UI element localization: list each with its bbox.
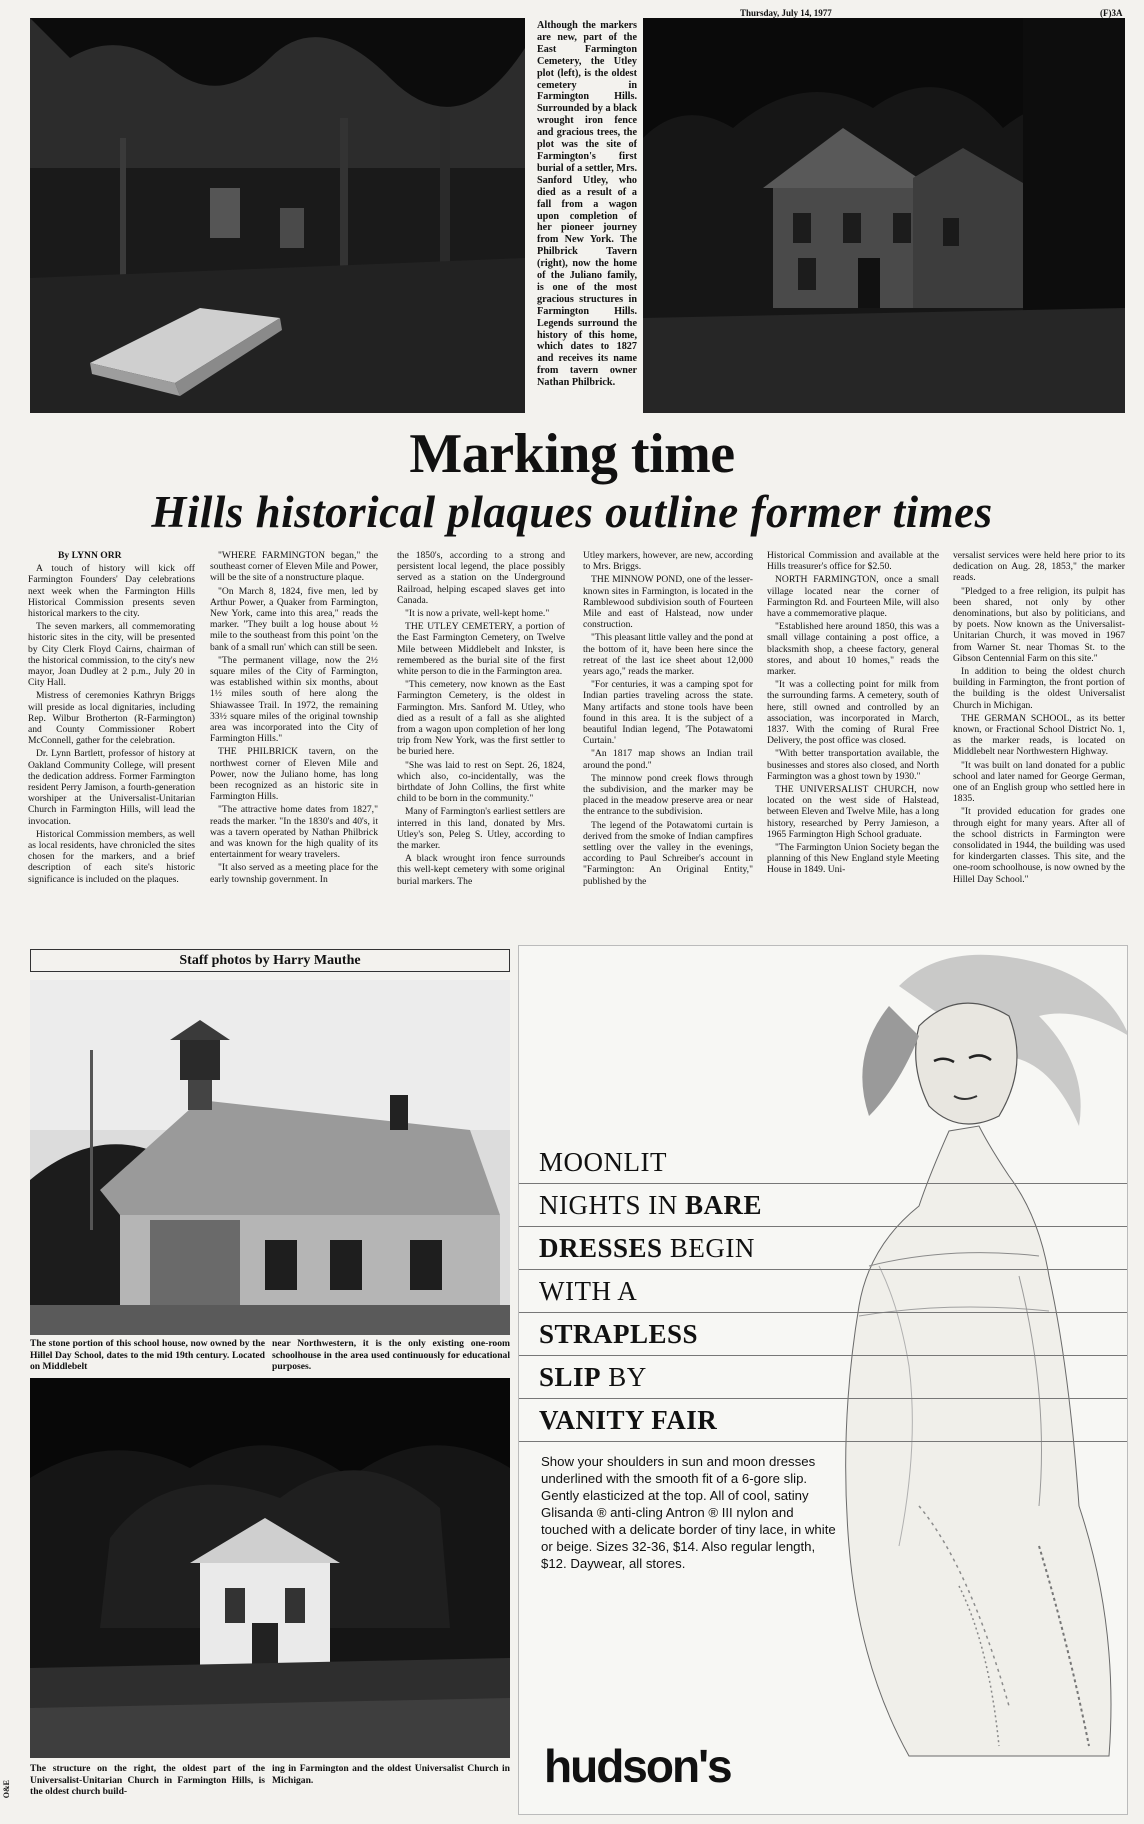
church-caption-right: ing in Farmington and the oldest Universalist Church in Michigan. <box>272 1763 510 1786</box>
article-paragraph: In addition to being the oldest church building in Farmington, the front portion of the building is the oldest Universalist Church in Michigan. <box>953 666 1125 711</box>
article-paragraph: "It is now a private, well-kept home." <box>405 608 550 620</box>
article-paragraph: NORTH FARMINGTON, once a small village located near the corner of Farmington Rd. and Fourteen Mile, will also have a commemorative plaque. <box>767 574 939 620</box>
article-paragraph: A touch of history will kick off Farmington Founders' Day celebrations next week when the Farmington Hills Historical Commission presents seven historical markers to the city. <box>28 563 195 620</box>
article-paragraph: Historical Commission and available at the Hills treasurer's office for $2.50. <box>767 550 939 573</box>
article-paragraph: "It was a collecting point for milk from the surrounding farms. A cemetery, south of here, still owned and controlled by an association, was incorporated in March, 1837. With the coming of Rural Free Delivery, the post office was closed. <box>767 679 939 747</box>
article-column-1 <box>28 550 195 943</box>
masthead-date: Thursday, July 14, 1977 <box>740 8 832 18</box>
article-column-2 <box>210 550 378 943</box>
article-paragraph: "The permanent village, now the 2½ square miles of the City of Farmington, was established within six months, about 1½ miles south of here along the Shiawassee Trail. In 1972, the remaining 33½ square miles of the original township area was incorporated into the City of Farmington Hills." <box>210 654 378 745</box>
article-paragraph: "It also served as a meeting place for the early township government. In <box>210 862 378 885</box>
ad-line-5: STRAPLESS <box>519 1313 1128 1356</box>
article-paragraph: "Established here around 1850, this was a small village containing a post office, a blacksmith shop, a cheese factory, general stores, and about 10 homes," reads the marker. <box>767 621 939 678</box>
universalist-church-photo <box>30 1378 510 1758</box>
article-paragraph: "On March 8, 1824, five men, led by Arthur Power, a Quaker from Farmington, New York, came into this area," reads the marker. "They built a log house about ½ mile to the southeast from this point 'on the bank of a small run' which can still be seen. <box>210 585 378 653</box>
ad-body-copy: Show your shoulders in sun and moon dresses underlined with the smooth fit of a 6-gore slip. Gently elasticized at the top. All of cool, satiny Glisanda ® anti-cling Antron ® III nylon and touched with a delicate border of tiny lace, in white or beige. Sizes 32-36, $14. Also regular length, $12. Daywear, all stores. <box>541 1454 836 1571</box>
headline: Marking time <box>409 423 735 485</box>
ad-line-4: WITH A <box>519 1270 1128 1313</box>
ad-line-6: SLIP BY <box>519 1356 1128 1399</box>
edge-mark: O&E <box>2 1780 11 1799</box>
article-paragraph: "This cemetery, now known as the East Farmington Cemetery, is the oldest in Farmington. Mrs. Sanford M. Utley, who died as a result of a fall as she alighted from a wagon upon completion of her long trip from New York, was the first settler to be buried here. <box>397 679 565 758</box>
article-paragraph: "An 1817 map shows an Indian trail around the pond." <box>583 748 753 771</box>
hudsons-ad <box>518 945 1128 1815</box>
ad-line-1: MOONLIT <box>519 1141 1128 1184</box>
article-column-5 <box>767 550 939 943</box>
article-paragraph: THE MINNOW POND, one of the lesser-known sites in Farmington, is located in the Ramblewood subdivision south of Fourteen Mile and east of Halstead, now under construction. <box>583 574 753 631</box>
ad-line-7: VANITY FAIR <box>519 1399 1128 1442</box>
article-paragraph: "This pleasant little valley and the pond at the bottom of it, have been here since the retreat of the last ice sheet about 12,000 years ago," reads the marker. <box>583 632 753 678</box>
article-paragraph: "Pledged to a free religion, its pulpit has been shared, not only by other denominations, but also by politicians, and by poets. Now known as the Universalist-Unitarian Church, it was moved in 1967 from Warner St. near Thomas St. to the Gibson Centennial Farm on this site." <box>953 585 1125 664</box>
schoolhouse-photo <box>30 980 510 1335</box>
hudsons-logo: hudson's <box>544 1740 731 1792</box>
ad-line-2: NIGHTS IN BARE <box>519 1184 1128 1227</box>
ad-headline <box>519 1141 1128 1442</box>
article-paragraph: Many of Farmington's earliest settlers are interred in this land, donated by Mrs. Utley's son, Peleg S. Utley, according to the marker. <box>397 806 565 852</box>
article-paragraph: The seven markers, all commemorating historic sites in the city, will be presented by City Clerk Floyd Cairns, chairman of the historical commission, to the city's new mayor, Joan Dudley at 2 p.m., July 20 in City Hall. <box>28 621 195 689</box>
article-paragraph: "It was built on land donated for a public school and later named for George German, one of an English group who settled here in 1835. <box>953 759 1125 805</box>
page-number: (F)3A <box>1100 8 1123 18</box>
article-paragraph: THE PHILBRICK tavern, on the northwest corner of Eleven Mile and Power, now the Juliano home, has long been recognized as an historic site in Farmington Hills. <box>210 746 378 803</box>
article-paragraph: "It provided education for grades one through eight for many years. After all of the school districts in Farmington were consolidated in 1944, the building was used for kindergarten classes. This site, and the one-room schoolhouse, is now owned by the Hillel Day School." <box>953 806 1125 885</box>
utley-cemetery-photo <box>30 18 525 413</box>
top-photo-caption: Although the markers are new, part of the East Farmington Cemetery, the Utley plot (left), is the oldest cemetery in Farmington Hills. Surrounded by a black wrought iron fence and gracious trees, the plot was the site of Farmington's first burial of a settler, Mrs. Sanford Utley, who died as a result of a fall from a wagon upon completion of her pioneer journey from New York. The Philbrick Tavern (right), now the home of the Juliano family, is one of the most gracious structures in Farmington Hills. Legends surround the history of this home, which dates to 1827 and receives its name from tavern owner Nathan Philbrick. <box>537 20 637 389</box>
article-paragraph: "She was laid to rest on Sept. 26, 1824, which also, co-incidentally, was the birthdate of John Collins, the first white child to be born in the community." <box>397 759 565 805</box>
article-paragraph: "WHERE FARMINGTON began," the southeast corner of Eleven Mile and Power, will be the site of a nonstructure plaque. <box>210 550 378 584</box>
schoolhouse-caption-left: The stone portion of this school house, now owned by the Hillel Day School, dates to the mid 19th century. Located on Middlebelt <box>30 1338 265 1372</box>
article-paragraph: THE UTLEY CEMETERY, a portion of the East Farmington Cemetery, on Twelve Mile between Middlebelt and Inkster, is remembered as the burial site of the first white person to die in the Farmington area. <box>397 621 565 678</box>
schoolhouse-caption-right: near Northwestern, it is the only existing one-room schoolhouse in the area used continuously for educational purposes. <box>272 1338 510 1372</box>
article-paragraph: "With better transportation available, the businesses and stores also closed, and North Farmington was a ghost town by 1930." <box>767 748 939 782</box>
article-paragraph: The legend of the Potawatomi curtain is derived from the smoke of Indian campfires settling over the valley in the evenings, according to Paul Schreiber's account in "Farmington: An Original Entity," published by the <box>583 819 753 887</box>
article-paragraph: "The attractive home dates from 1827," reads the marker. "In the 1830's and 40's, it was a tavern operated by Nathan Philbrick and was known for the high quality of its entertainment for weary travelers. <box>210 804 378 861</box>
article-paragraph: versalist services were held here prior to its dedication on Aug. 28, 1853," the marker reads. <box>953 550 1125 584</box>
church-caption-left: The structure on the right, the oldest part of the Universalist-Unitarian Church in Farmington Hills, is the oldest church build- <box>30 1763 265 1797</box>
ad-line-3: DRESSES BEGIN <box>519 1227 1128 1270</box>
article-column-4 <box>583 550 753 943</box>
article-paragraph: THE GERMAN SCHOOL, as its better known, or Fractional School District No. 1, as the marker reads, is located on Middlebelt near Northwestern Highway. <box>953 712 1125 758</box>
byline: By LYNN ORR <box>58 550 122 561</box>
article-column-3 <box>397 550 565 943</box>
article-paragraph: The minnow pond creek flows through the subdivision, and the marker may be placed in the meadow preserve area or near the entrance to the subdivision. <box>583 772 753 818</box>
article-paragraph: Utley markers, however, are new, according to Mrs. Briggs. <box>583 550 753 573</box>
article-paragraph: Mistress of ceremonies Kathryn Briggs will preside as local dignitaries, including Rep. Wilbur Brotherton (R-Farmington) and County Commissioner Robert McConnell, gather for the celebration. <box>28 690 195 747</box>
article-paragraph: THE UNIVERSALIST CHURCH, now located on the west side of Halstead, between Eleven and Twelve Mile, has a long history, researched by Perry Jamieson, a 1965 Farmington High School graduate. <box>767 784 939 840</box>
staff-photo-credit <box>30 949 510 972</box>
article-column-6 <box>953 550 1125 943</box>
article-paragraph: A black wrought iron fence surrounds this well-kept cemetery with some original burial markers. The <box>397 853 565 887</box>
article-paragraph: "For centuries, it was a camping spot for Indian parties traveling across the state. Many artifacts and stone tools have been found in this area. It is the subject of a beautiful Indian legend, 'The Potawatomi Curtain.' <box>583 679 753 747</box>
subheadline: Hills historical plaques outline former times <box>151 487 993 537</box>
staff-credit-text: Staff photos by Harry Mauthe <box>179 953 361 968</box>
philbrick-tavern-photo <box>643 18 1125 413</box>
article-paragraph: Dr. Lynn Bartlett, professor of history at Oakland Community College, will present the dedication address. Former Farmington resident Perry Jamison, a fourth-generation worshiper at the Universalist-Unitarian Church in Farmington Hills, will lead the invocation. <box>28 748 195 827</box>
article-paragraph: the 1850's, according to a strong and persistent local legend, the place possibly served as a station on the Underground Railroad, helping escaped slaves get into Canada. <box>397 550 565 606</box>
article-paragraph: Historical Commission members, as well as local residents, have chronicled the sites chosen for the markers, and a brief description of each site's historic significance is included on the plaques. <box>28 828 195 885</box>
article-paragraph: "The Farmington Union Society began the planning of this New England style Meeting House in 1849. Uni- <box>767 842 939 876</box>
